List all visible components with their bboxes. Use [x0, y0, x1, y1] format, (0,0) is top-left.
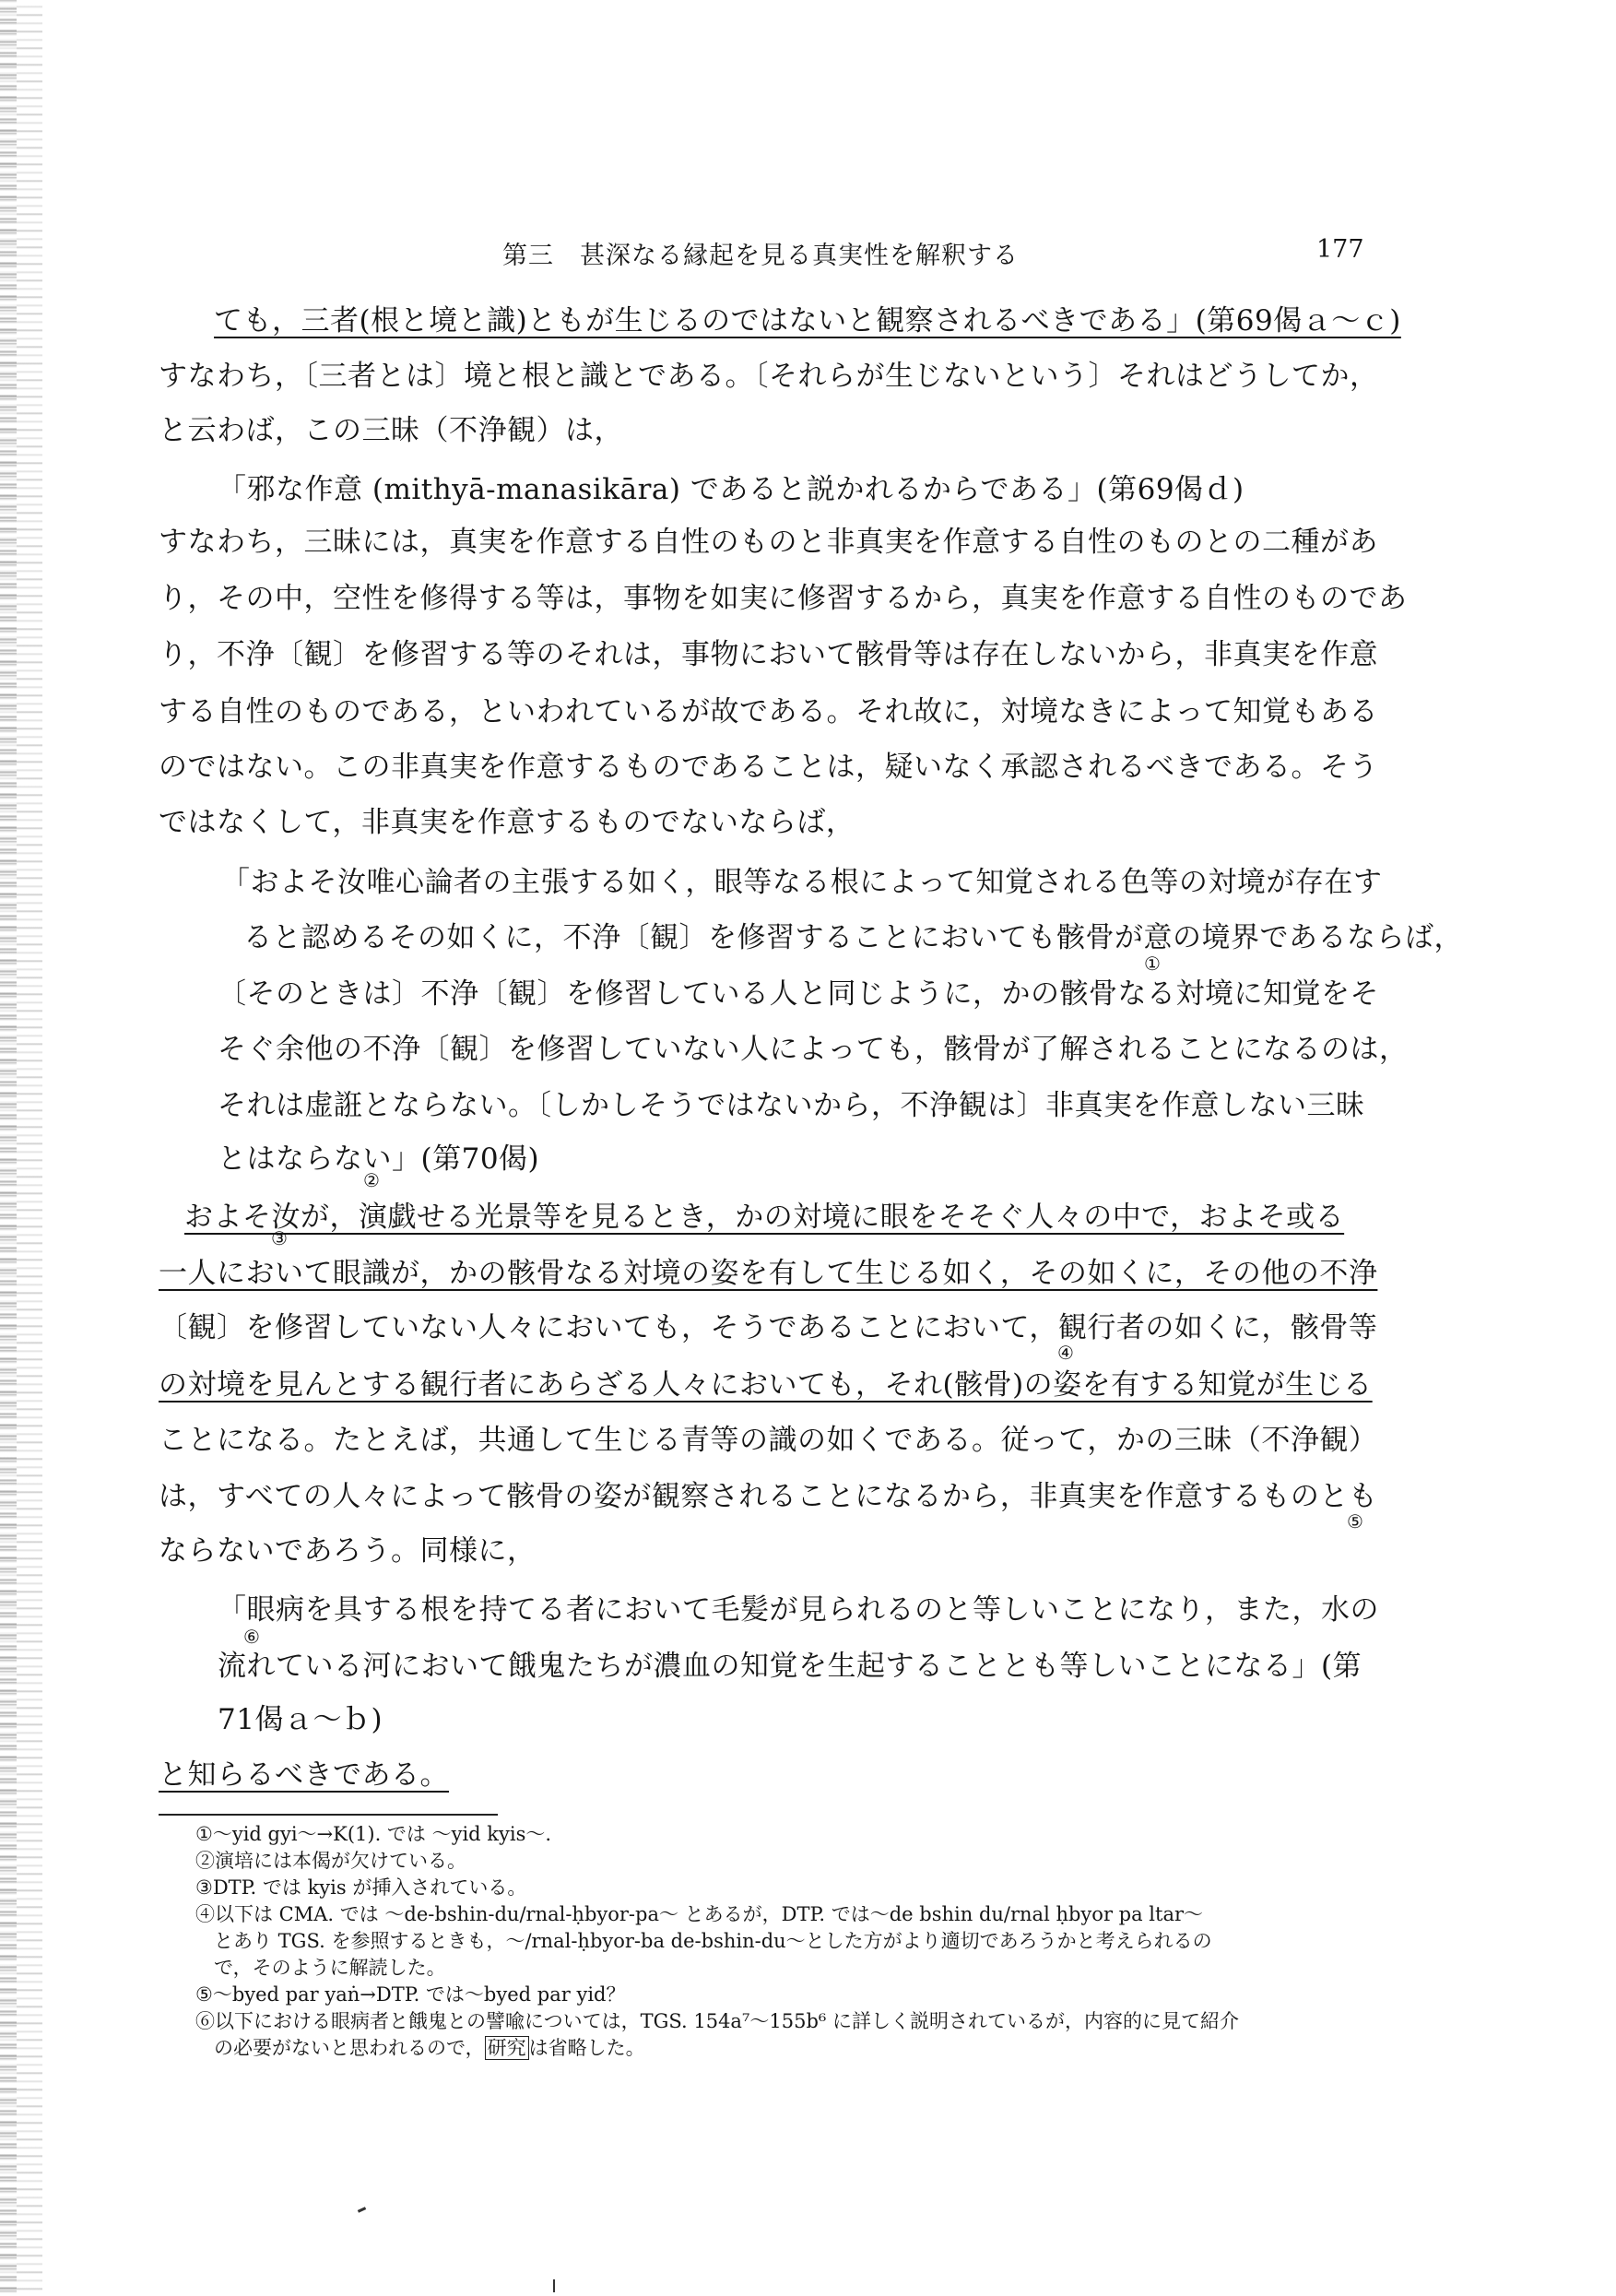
body-line-3: と云わば，この三昧（不浄観）は， [159, 414, 623, 447]
body-line-4: 「邪な作意 (mithyā-manasikāra) であると説かれるからである」(第69偈ｄ) [218, 473, 1244, 506]
body-line-17: およそ汝が，演戯せる光景等を見るとき，かの対境に眼をそそぐ人々の中で，およそ或る [184, 1201, 1345, 1234]
footnote-marker-1: ① [1144, 953, 1161, 975]
body-line-11: 「およそ汝唯心論者の主張する如く，眼等なる根によって知覚される色等の対境が存在す [221, 866, 1383, 899]
body-line-1: ても，三者(根と境と識)ともが生じるのではないと観察されるべきである」(第69偈ａ～ｃ) [214, 304, 1401, 337]
body-line-16: とはならない」(第70偈) [218, 1142, 540, 1176]
body-line-23: ならないであろう。同様に， [159, 1534, 537, 1568]
body-line-2: すなわち，〔三者とは〕境と根と識とである。〔それらが生じないという〕それはどうしてか， [159, 360, 1379, 393]
body-line-24: 「眼病を具する根を持てる者において毛髪が見られるのと等しいことになり，また，水の [218, 1593, 1379, 1627]
footnote-marker-2: ② [363, 1169, 380, 1191]
body-line-22: は，すべての人々によって骸骨の姿が観察されることになるから，非真実を作意するものとも [159, 1480, 1378, 1513]
body-line-9: のではない。この非真実を作意するものであることは，疑いなく承認されるべきである。そう [159, 751, 1378, 784]
body-line-8: する自性のものである，といわれているが故である。それ故に，対境なきによって知覚もある [159, 695, 1378, 728]
body-line-20: の対境を見んとする観行者にあらざる人々においても，それ(骸骨)の姿を有する知覚が生じる [159, 1368, 1373, 1402]
footnote-marker-5: ⑤ [1347, 1510, 1363, 1533]
scan-speck [553, 2279, 555, 2292]
body-line-15: それは虚誑とならない。〔しかしそうではないから，不浄観は〕非真実を作意しない三昧 [218, 1089, 1365, 1122]
scan-speck [358, 2207, 366, 2213]
footnote-marker-6: ⑥ [243, 1626, 260, 1648]
page-number: 177 [1316, 235, 1364, 264]
boxed-term: 研究 [485, 2036, 529, 2060]
footnote-6-suffix: は省略した。 [528, 2037, 645, 2059]
footnote-4-line-1: ④以下は CMA. では ～de-bshin-du/rnal-ḥbyor-pa～ とあるが，DTP. では～de bshin du/rnal ḥbyor pa ltar～ [195, 1903, 1204, 1925]
body-line-26: 71偈ａ～ｂ) [218, 1703, 383, 1736]
body-line-18: 一人において眼識が，かの骸骨なる対境の姿を有して生じる如く，その如くに，その他の不浄 [159, 1257, 1378, 1290]
body-line-6: り，その中，空性を修得する等は，事物を如実に修習するから，真実を作意する自性のものであ [159, 582, 1408, 615]
footnote-marker-3: ③ [271, 1227, 288, 1249]
footnote-6-prefix: の必要がないと思われるので， [214, 2037, 485, 2059]
scan-edge-noise [0, 0, 17, 2296]
footnote-rule [159, 1814, 498, 1816]
footnote-6-line-1: ⑥以下における眼病者と餓鬼との譬喩については，TGS. 154a⁷～155b⁶ に詳しく説明されているが，内容的に見て紹介 [195, 2010, 1239, 2032]
footnote-marker-4: ④ [1057, 1342, 1074, 1364]
body-line-21: ことになる。たとえば，共通して生じる青等の識の如くである。従って，かの三昧（不浄観） [159, 1424, 1378, 1457]
footnote-3: ③DTP. では kyis が挿入されている。 [195, 1876, 527, 1899]
body-line-13: 〔そのときは〕不浄〔観〕を修習している人と同じように，かの骸骨なる対境に知覚をそ [218, 977, 1379, 1011]
footnote-4-line-3: で，そのように解読した。 [214, 1957, 446, 1979]
footnote-6-line-2 [214, 2036, 645, 2060]
body-line-14: そぐ余他の不浄〔観〕を修習していない人によっても，骸骨が了解されることになるのは， [218, 1033, 1409, 1066]
footnote-5: ⑤～byed par yaṅ→DTP. では～byed par yid？ [195, 1983, 626, 2006]
body-line-7: り，不浄〔観〕を修習する等のそれは，事物において骸骨等は存在しないから，非真実を作意 [159, 638, 1378, 671]
body-line-12: ると認めるその如くに，不浄〔観〕を修習することにおいても骸骨が意の境界であるならば， [243, 921, 1463, 954]
running-header: 第三 甚深なる縁起を見る真実性を解釈する [502, 242, 1019, 270]
footnote-4-line-2: とあり TGS. を参照するときも，～/rnal-ḥbyor-ba de-bshin-du～とした方がより適切であろうかと考えられるの [214, 1930, 1212, 1952]
body-line-10: ではなくして，非真実を作意するものでないならば， [159, 806, 855, 839]
body-line-5: すなわち，三昧には，真実を作意する自性のものと非真実を作意する自性のものとの二種があ [159, 526, 1378, 559]
body-line-19: 〔観〕を修習していない人々においても，そうであることにおいて，観行者の如くに，骸骨等 [159, 1311, 1378, 1344]
body-line-27: と知らるべきである。 [159, 1758, 449, 1792]
footnote-2: ②演培には本偈が欠けている。 [195, 1850, 466, 1872]
body-line-25: 流れている河において餓鬼たちが濃血の知覚を生起することとも等しいことになる」(第 [218, 1650, 1362, 1683]
footnote-1: ①～yid gyi～→K(1). では ～yid kyis～. [195, 1823, 552, 1845]
